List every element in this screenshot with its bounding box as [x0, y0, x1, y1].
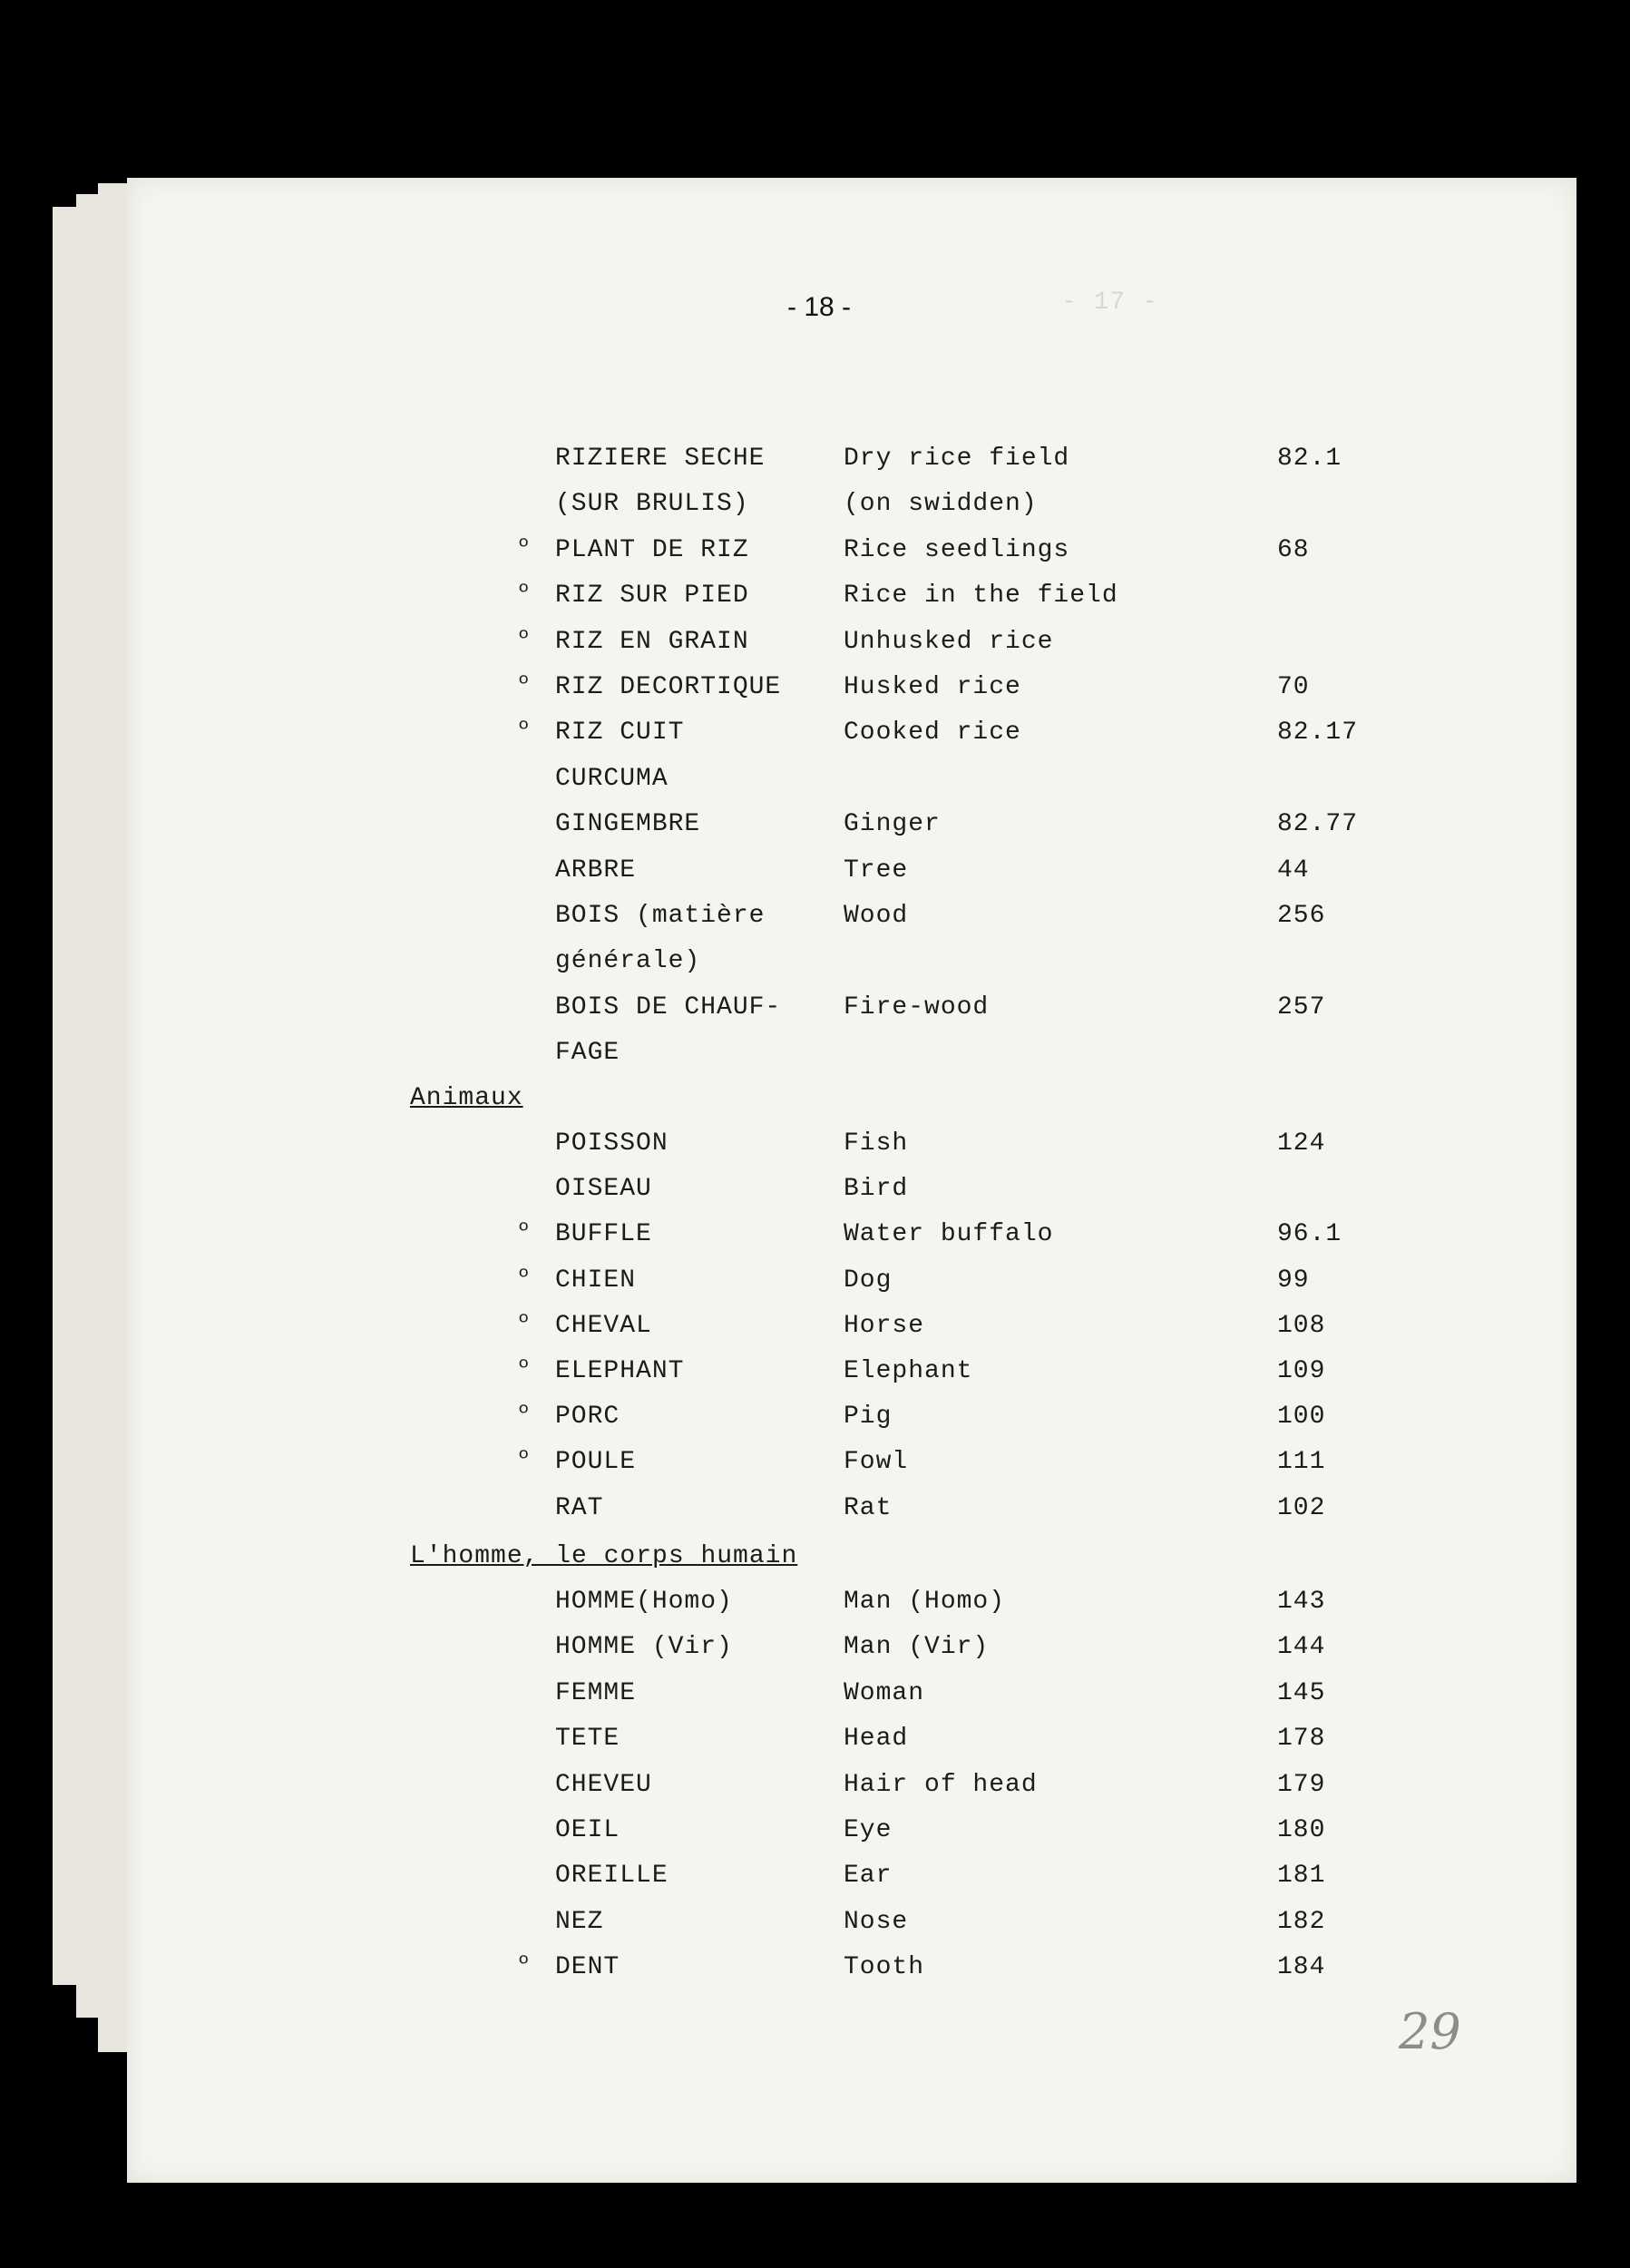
reference-number: 257 [1277, 992, 1326, 1022]
french-term: (SUR BRULIS) [555, 490, 749, 519]
french-term: RIZ DECORTIQUE [555, 673, 782, 701]
french-term: POULE [555, 1448, 637, 1477]
english-term: Fire-wood [844, 992, 990, 1022]
english-term: Dog [844, 1266, 893, 1295]
french-term: RIZIERE SECHE [555, 445, 766, 473]
reference-number: 108 [1277, 1311, 1326, 1340]
english-term: Man (Vir) [844, 1633, 990, 1662]
plant-marker: º [517, 719, 532, 744]
french-term: FAGE [555, 1039, 620, 1068]
reference-number: 144 [1277, 1633, 1326, 1662]
english-term: Cooked rice [844, 719, 1021, 748]
french-term: générale) [555, 947, 701, 976]
plant-marker: º [517, 535, 532, 561]
reference-number: 68 [1277, 535, 1310, 564]
english-term: Tooth [844, 1953, 925, 1982]
french-term: DENT [555, 1953, 620, 1982]
reference-number: 184 [1277, 1953, 1326, 1982]
french-term: FEMME [555, 1678, 637, 1707]
reference-number: 100 [1277, 1403, 1326, 1432]
reference-number: 82.1 [1277, 445, 1342, 473]
reference-number: 82.77 [1277, 810, 1359, 839]
french-term: OREILLE [555, 1862, 669, 1891]
french-term: ARBRE [555, 855, 637, 885]
french-term: NEZ [555, 1907, 604, 1936]
french-term: BOIS DE CHAUF- [555, 992, 782, 1022]
plant-marker: º [517, 1220, 532, 1246]
french-term: CHIEN [555, 1266, 637, 1295]
reference-number: 82.17 [1277, 719, 1359, 748]
english-term: Pig [844, 1403, 893, 1432]
french-term: GINGEMBRE [555, 810, 701, 839]
plant-marker: º [517, 1448, 532, 1473]
english-term: Wood [844, 902, 909, 930]
plant-marker: º [517, 1266, 532, 1291]
english-term: Rat [844, 1493, 893, 1522]
english-term: Rice in the field [844, 582, 1118, 611]
reference-number: 182 [1277, 1907, 1326, 1936]
french-term: BUFFLE [555, 1220, 652, 1249]
english-term: Head [844, 1725, 909, 1754]
plant-marker: º [517, 627, 532, 652]
plant-marker: º [517, 1311, 532, 1336]
plant-marker: º [517, 673, 532, 698]
bleed-through-text: - 17 - [1061, 288, 1158, 317]
reference-number: 96.1 [1277, 1220, 1342, 1249]
french-term: RAT [555, 1493, 604, 1522]
reference-number: 179 [1277, 1770, 1326, 1799]
english-term: (on swidden) [844, 490, 1038, 519]
plant-marker: º [517, 1953, 532, 1979]
section-heading-homme: L'homme, le corps humain [410, 1542, 798, 1570]
handwritten-page-mark: 29 [1399, 2003, 1461, 2060]
english-term: Hair of head [844, 1770, 1038, 1799]
reference-number: 111 [1277, 1448, 1326, 1477]
english-term: Woman [844, 1678, 925, 1707]
english-term: Ginger [844, 810, 941, 839]
english-term: Nose [844, 1907, 909, 1936]
english-term: Rice seedlings [844, 535, 1070, 564]
french-term: POISSON [555, 1129, 669, 1158]
english-term: Bird [844, 1175, 909, 1204]
english-term: Man (Homo) [844, 1588, 1006, 1616]
french-term: CURCUMA [555, 764, 669, 793]
french-term: RIZ SUR PIED [555, 582, 749, 611]
english-term: Husked rice [844, 673, 1021, 701]
reference-number: 256 [1277, 902, 1326, 930]
reference-number: 145 [1277, 1678, 1326, 1707]
english-term: Fowl [844, 1448, 909, 1477]
section-heading-animaux: Animaux [410, 1084, 523, 1112]
plant-marker: º [517, 1357, 532, 1382]
page-number: - 18 - [787, 292, 852, 322]
french-term: RIZ EN GRAIN [555, 627, 749, 656]
english-term: Horse [844, 1311, 925, 1340]
french-term: OEIL [555, 1816, 620, 1844]
french-term: HOMME (Vir) [555, 1633, 733, 1662]
french-term: HOMME(Homo) [555, 1588, 733, 1616]
french-term: ELEPHANT [555, 1357, 685, 1385]
english-term: Fish [844, 1129, 909, 1158]
french-term: PLANT DE RIZ [555, 535, 749, 564]
french-term: TETE [555, 1725, 620, 1754]
french-term: CHEVEU [555, 1770, 652, 1799]
english-term: Water buffalo [844, 1220, 1054, 1249]
french-term: BOIS (matière [555, 902, 766, 930]
french-term: CHEVAL [555, 1311, 652, 1340]
plant-marker: º [517, 1403, 532, 1428]
english-term: Unhusked rice [844, 627, 1054, 656]
english-term: Ear [844, 1862, 893, 1891]
french-term: PORC [555, 1403, 620, 1432]
reference-number: 109 [1277, 1357, 1326, 1385]
english-term: Tree [844, 855, 909, 885]
english-term: Eye [844, 1816, 893, 1844]
reference-number: 44 [1277, 855, 1310, 885]
reference-number: 178 [1277, 1725, 1326, 1754]
english-term: Elephant [844, 1357, 973, 1385]
reference-number: 143 [1277, 1588, 1326, 1616]
reference-number: 70 [1277, 673, 1310, 701]
reference-number: 181 [1277, 1862, 1326, 1891]
english-term: Dry rice field [844, 445, 1070, 473]
reference-number: 180 [1277, 1816, 1326, 1844]
french-term: OISEAU [555, 1175, 652, 1204]
french-term: RIZ CUIT [555, 719, 685, 748]
reference-number: 102 [1277, 1493, 1326, 1522]
reference-number: 99 [1277, 1266, 1310, 1295]
reference-number: 124 [1277, 1129, 1326, 1158]
plant-marker: º [517, 582, 532, 607]
